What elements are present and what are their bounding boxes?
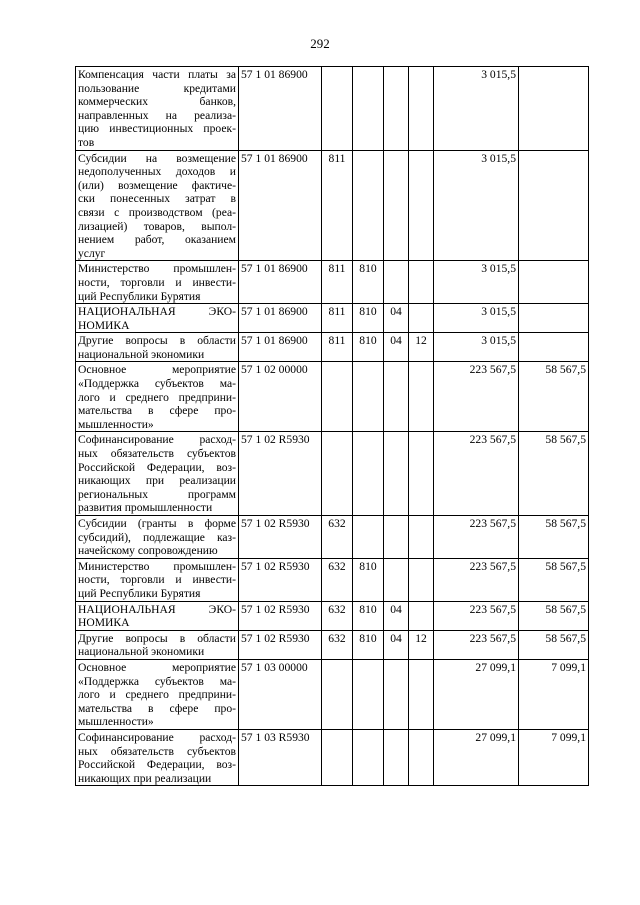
table-row — [76, 659, 589, 729]
ministry-code-cell — [353, 150, 384, 261]
expense-name-line: субсидий), подлежащие каз- — [78, 530, 236, 544]
section-cell — [384, 659, 409, 729]
expense-name-line: мышленности» — [78, 715, 154, 729]
table-row — [76, 362, 589, 432]
amount-1-cell: 223 567,5 — [434, 630, 519, 659]
section-cell — [384, 261, 409, 304]
expense-name-line: развития промышленности — [78, 501, 213, 515]
table-row — [76, 432, 589, 516]
target-article-cell: 57 1 02 R5930 — [239, 630, 322, 659]
expense-name-line: нением работ, оказанием — [78, 233, 236, 247]
target-article-cell: 57 1 02 R5930 — [239, 516, 322, 559]
ministry-code-cell: 810 — [353, 304, 384, 333]
expense-name-line: никающих при реализации — [78, 771, 212, 785]
amount-2-cell: 58 567,5 — [519, 432, 589, 516]
amount-2-cell — [519, 67, 589, 151]
ministry-code-cell — [353, 67, 384, 151]
amount-2-cell — [519, 150, 589, 261]
expense-name-line: услуг — [78, 246, 106, 260]
table-row — [76, 630, 589, 659]
amount-1-cell: 223 567,5 — [434, 362, 519, 432]
expense-name-cell — [76, 304, 239, 333]
expense-name-line: Основное мероприятие — [78, 660, 236, 674]
target-article-cell: 57 1 02 00000 — [239, 362, 322, 432]
ministry-code-cell: 810 — [353, 630, 384, 659]
subsection-cell — [409, 261, 434, 304]
table-row — [76, 333, 589, 362]
subsection-cell: 12 — [409, 333, 434, 362]
ministry-code-cell — [353, 362, 384, 432]
subsection-cell — [409, 304, 434, 333]
expense-type-cell — [322, 659, 353, 729]
expense-type-cell: 811 — [322, 261, 353, 304]
amount-2-cell: 7 099,1 — [519, 659, 589, 729]
expense-name-cell — [76, 516, 239, 559]
target-article-cell: 57 1 01 86900 — [239, 150, 322, 261]
target-article-cell: 57 1 01 86900 — [239, 333, 322, 362]
table-row — [76, 558, 589, 601]
table-row — [76, 516, 589, 559]
expense-name-line: «Поддержка субъектов ма- — [78, 377, 236, 391]
expense-name-line: национальной экономики — [78, 645, 205, 659]
expense-name-line: направленных на реализа- — [78, 108, 236, 122]
target-article-cell: 57 1 01 86900 — [239, 304, 322, 333]
expense-name-line: НОМИКА — [78, 616, 130, 630]
subsection-cell — [409, 558, 434, 601]
expense-name-cell — [76, 601, 239, 630]
expense-name-line: цию инвестиционных проек- — [78, 122, 236, 136]
expense-name-line: лого и среднего предприни- — [78, 390, 236, 404]
expense-type-cell: 632 — [322, 630, 353, 659]
expense-name-line: (или) возмещение фактиче- — [78, 178, 236, 192]
expense-type-cell — [322, 362, 353, 432]
ministry-code-cell — [353, 432, 384, 516]
expense-name-cell — [76, 261, 239, 304]
expense-type-cell: 811 — [322, 304, 353, 333]
target-article-cell: 57 1 02 R5930 — [239, 558, 322, 601]
ministry-code-cell — [353, 516, 384, 559]
expense-name-line: Субсидии на возмещение — [78, 151, 236, 165]
amount-2-cell: 58 567,5 — [519, 601, 589, 630]
expense-type-cell — [322, 67, 353, 151]
expense-name-line: НАЦИОНАЛЬНАЯ ЭКО- — [78, 602, 236, 616]
target-article-cell: 57 1 03 R5930 — [239, 729, 322, 785]
table-row — [76, 150, 589, 261]
expense-name-line: недополученных доходов и — [78, 165, 236, 179]
section-cell — [384, 432, 409, 516]
target-article-cell: 57 1 01 86900 — [239, 67, 322, 151]
expense-name-line: Министерство промышлен- — [78, 559, 236, 573]
expense-type-cell — [322, 432, 353, 516]
subsection-cell — [409, 601, 434, 630]
expense-name-cell — [76, 150, 239, 261]
section-cell: 04 — [384, 304, 409, 333]
expense-name-line: мательства в сфере про- — [78, 404, 236, 418]
amount-1-cell: 3 015,5 — [434, 304, 519, 333]
section-cell: 04 — [384, 601, 409, 630]
expense-type-cell: 811 — [322, 150, 353, 261]
amount-2-cell: 58 567,5 — [519, 516, 589, 559]
expense-name-line: Субсидии (гранты в форме — [78, 517, 236, 530]
expense-name-cell — [76, 67, 239, 151]
expense-name-line: Софинансирование расход- — [78, 433, 236, 447]
expense-name-line: НОМИКА — [78, 318, 130, 332]
ministry-code-cell: 810 — [353, 558, 384, 601]
expense-name-line: Другие вопросы в области — [78, 631, 236, 645]
subsection-cell — [409, 432, 434, 516]
amount-2-cell — [519, 261, 589, 304]
expense-type-cell: 632 — [322, 516, 353, 559]
table-row — [76, 601, 589, 630]
subsection-cell — [409, 67, 434, 151]
amount-1-cell: 3 015,5 — [434, 67, 519, 151]
expense-name-line: Основное мероприятие — [78, 363, 236, 377]
ministry-code-cell: 810 — [353, 601, 384, 630]
expense-name-line: ности, торговли и инвести- — [78, 573, 236, 587]
expense-name-line: «Поддержка субъектов ма- — [78, 674, 236, 688]
expense-name-line: ности, торговли и инвести- — [78, 275, 236, 289]
target-article-cell: 57 1 02 R5930 — [239, 432, 322, 516]
subsection-cell — [409, 362, 434, 432]
expense-name-line: Российской Федерации, воз- — [78, 758, 236, 772]
expense-name-line: коммерческих банков, — [78, 95, 236, 109]
expense-name-line: Другие вопросы в области — [78, 334, 236, 348]
expense-name-line: мышленности» — [78, 417, 154, 431]
expense-type-cell: 632 — [322, 558, 353, 601]
expense-name-line: ных обязательств субъектов — [78, 744, 236, 758]
expense-name-line: лизацией) товаров, выпол- — [78, 219, 236, 233]
expense-name-line: связи с производством (реа- — [78, 205, 236, 219]
expense-name-line: ций Республики Бурятия — [78, 586, 201, 600]
amount-2-cell: 7 099,1 — [519, 729, 589, 785]
expense-name-line: Компенсация части платы за — [78, 68, 236, 81]
expense-name-line: лого и среднего предприни- — [78, 688, 236, 702]
expense-name-line: Софинансирование расход- — [78, 730, 236, 744]
subsection-cell — [409, 729, 434, 785]
table-row — [76, 261, 589, 304]
amount-1-cell: 3 015,5 — [434, 261, 519, 304]
expense-name-line: пользование кредитами — [78, 81, 236, 95]
expense-name-cell — [76, 432, 239, 516]
amount-1-cell: 3 015,5 — [434, 333, 519, 362]
expense-name-cell — [76, 333, 239, 362]
section-cell — [384, 729, 409, 785]
budget-table — [75, 66, 589, 786]
expense-name-line: никающих при реализации — [78, 474, 236, 488]
section-cell: 04 — [384, 333, 409, 362]
table-row — [76, 304, 589, 333]
ministry-code-cell: 810 — [353, 333, 384, 362]
subsection-cell — [409, 150, 434, 261]
amount-1-cell: 223 567,5 — [434, 432, 519, 516]
expense-name-line: региональных программ — [78, 487, 236, 501]
subsection-cell: 12 — [409, 630, 434, 659]
expense-name-cell — [76, 630, 239, 659]
expense-name-line: ски понесенных затрат в — [78, 192, 236, 206]
expense-name-line: ных обязательств субъектов — [78, 447, 236, 461]
section-cell — [384, 67, 409, 151]
table-row — [76, 67, 589, 151]
ministry-code-cell — [353, 659, 384, 729]
section-cell: 04 — [384, 630, 409, 659]
target-article-cell: 57 1 01 86900 — [239, 261, 322, 304]
ministry-code-cell — [353, 729, 384, 785]
expense-name-line: тов — [78, 135, 95, 149]
expense-name-line: ций Республики Бурятия — [78, 289, 201, 303]
expense-type-cell: 811 — [322, 333, 353, 362]
section-cell — [384, 150, 409, 261]
expense-name-line: начейскому сопровождению — [78, 544, 218, 558]
expense-name-line: национальной экономики — [78, 347, 205, 361]
amount-2-cell: 58 567,5 — [519, 630, 589, 659]
expense-name-cell — [76, 362, 239, 432]
amount-2-cell — [519, 304, 589, 333]
expense-name-cell — [76, 558, 239, 601]
amount-2-cell — [519, 333, 589, 362]
amount-1-cell: 27 099,1 — [434, 659, 519, 729]
expense-name-line: Российской Федерации, воз- — [78, 460, 236, 474]
subsection-cell — [409, 659, 434, 729]
section-cell — [384, 516, 409, 559]
target-article-cell: 57 1 03 00000 — [239, 659, 322, 729]
page-number: 292 — [310, 36, 330, 51]
expense-name-line: Министерство промышлен- — [78, 262, 236, 276]
expense-name-line: мательства в сфере про- — [78, 701, 236, 715]
expense-name-line: НАЦИОНАЛЬНАЯ ЭКО- — [78, 305, 236, 319]
expense-name-cell — [76, 659, 239, 729]
subsection-cell — [409, 516, 434, 559]
expense-name-cell — [76, 729, 239, 785]
amount-1-cell: 223 567,5 — [434, 516, 519, 559]
ministry-code-cell: 810 — [353, 261, 384, 304]
amount-2-cell: 58 567,5 — [519, 558, 589, 601]
amount-2-cell: 58 567,5 — [519, 362, 589, 432]
target-article-cell: 57 1 02 R5930 — [239, 601, 322, 630]
amount-1-cell: 3 015,5 — [434, 150, 519, 261]
expense-type-cell — [322, 729, 353, 785]
section-cell — [384, 558, 409, 601]
expense-type-cell: 632 — [322, 601, 353, 630]
table-row — [76, 729, 589, 785]
amount-1-cell: 223 567,5 — [434, 601, 519, 630]
amount-1-cell: 223 567,5 — [434, 558, 519, 601]
amount-1-cell: 27 099,1 — [434, 729, 519, 785]
section-cell — [384, 362, 409, 432]
